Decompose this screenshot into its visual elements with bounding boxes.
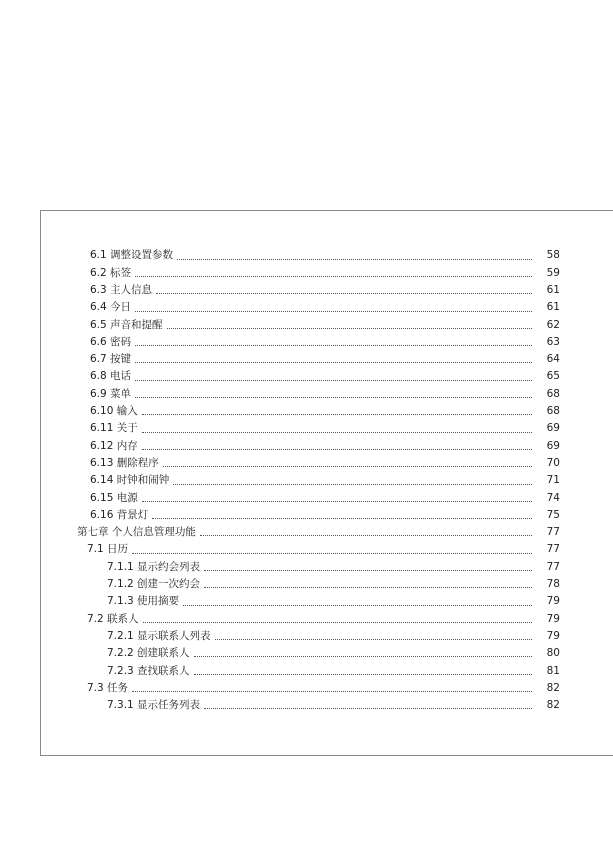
toc-entry-label: 7.1.3 使用摘要 — [107, 596, 183, 607]
toc-leader — [194, 674, 532, 675]
toc-page-number: 77 — [546, 526, 560, 539]
toc-entry-label: 7.1 日历 — [87, 544, 132, 555]
toc-leader — [135, 362, 532, 363]
toc-leader — [177, 259, 532, 260]
toc-subentry[interactable] — [0, 593, 613, 610]
toc-entry-label: 6.4 今日 — [90, 302, 135, 313]
toc-page-number: 65 — [546, 370, 560, 383]
toc-leader — [132, 553, 532, 554]
toc-subentry[interactable] — [0, 558, 613, 575]
toc-subentry[interactable] — [0, 628, 613, 645]
toc-page-number: 68 — [546, 387, 560, 400]
toc-entry-label: 7.3.1 显示任务列表 — [107, 700, 204, 711]
toc-leader — [132, 691, 532, 692]
toc-leader — [167, 328, 532, 329]
toc-entry-label: 7.3 任务 — [87, 683, 132, 694]
toc-leader — [135, 311, 532, 312]
toc-page-number: 82 — [546, 699, 560, 712]
toc-entry-label: 6.7 按键 — [90, 354, 135, 365]
toc-entry[interactable] — [0, 247, 613, 264]
toc-leader — [142, 501, 532, 502]
toc-leader — [204, 708, 532, 709]
toc-entry-label: 6.16 背景灯 — [90, 510, 152, 521]
toc-entry-label: 6.3 主人信息 — [90, 285, 156, 296]
toc-leader — [142, 432, 532, 433]
toc-page-number: 58 — [546, 249, 560, 262]
toc-entry-label: 7.2.3 查找联系人 — [107, 666, 194, 677]
toc-page-number: 80 — [546, 647, 560, 660]
toc-entry-label: 6.9 菜单 — [90, 389, 135, 400]
toc-page-number: 77 — [546, 543, 560, 556]
toc-leader — [142, 414, 532, 415]
toc-entry-label: 6.14 时钟和闹钟 — [90, 475, 173, 486]
toc-subentry[interactable] — [0, 576, 613, 593]
toc-entry[interactable] — [0, 679, 613, 696]
toc-subentry[interactable] — [0, 662, 613, 679]
toc-leader — [183, 605, 532, 606]
toc-page-number: 82 — [546, 681, 560, 694]
toc-page-number: 78 — [546, 578, 560, 591]
toc-entry-label: 第七章 个人信息管理功能 — [77, 527, 200, 538]
toc-entry-label: 7.1.2 创建一次约会 — [107, 579, 204, 590]
toc-entry[interactable] — [0, 333, 613, 350]
toc-page-number: 64 — [546, 353, 560, 366]
toc-entry[interactable] — [0, 368, 613, 385]
toc-entry[interactable] — [0, 351, 613, 368]
toc-subentry[interactable] — [0, 645, 613, 662]
toc-leader — [152, 518, 532, 519]
toc-leader — [143, 622, 532, 623]
toc-leader — [156, 293, 532, 294]
toc-entry-label: 7.1.1 显示约会列表 — [107, 562, 204, 573]
toc-entry[interactable] — [0, 282, 613, 299]
toc-page-number: 59 — [546, 266, 560, 279]
toc-leader — [163, 466, 532, 467]
toc-entry-label: 6.12 内存 — [90, 441, 142, 452]
toc-chapter-entry[interactable] — [0, 524, 613, 541]
toc-leader — [173, 484, 532, 485]
toc-page-number: 68 — [546, 405, 560, 418]
toc-entry[interactable] — [0, 506, 613, 523]
toc-entry[interactable] — [0, 316, 613, 333]
table-of-contents — [0, 247, 613, 714]
toc-page-number: 61 — [546, 283, 560, 296]
toc-entry[interactable] — [0, 437, 613, 454]
toc-leader — [194, 656, 532, 657]
toc-page-number: 79 — [546, 629, 560, 642]
toc-leader — [204, 587, 532, 588]
toc-entry-label: 6.13 删除程序 — [90, 458, 163, 469]
toc-entry[interactable] — [0, 455, 613, 472]
toc-entry-label: 6.1 调整设置参数 — [90, 250, 177, 261]
toc-entry-label: 6.2 标签 — [90, 268, 135, 279]
toc-entry-label: 6.15 电源 — [90, 493, 142, 504]
toc-leader — [204, 570, 532, 571]
toc-page-number: 79 — [546, 595, 560, 608]
toc-entry[interactable] — [0, 489, 613, 506]
toc-page-number: 61 — [546, 301, 560, 314]
toc-page-number: 70 — [546, 456, 560, 469]
toc-page-number: 63 — [546, 335, 560, 348]
toc-page-number: 71 — [546, 474, 560, 487]
toc-entry-label: 7.2 联系人 — [87, 614, 143, 625]
toc-entry[interactable] — [0, 610, 613, 627]
toc-page-number: 79 — [546, 612, 560, 625]
toc-page-number: 77 — [546, 560, 560, 573]
toc-entry[interactable] — [0, 403, 613, 420]
toc-page-number: 62 — [546, 318, 560, 331]
toc-leader — [215, 639, 532, 640]
toc-entry-label: 6.10 输入 — [90, 406, 142, 417]
toc-page-number: 81 — [546, 664, 560, 677]
toc-entry-label: 6.8 电话 — [90, 371, 135, 382]
toc-subentry[interactable] — [0, 697, 613, 714]
toc-page-number: 69 — [546, 422, 560, 435]
toc-leader — [142, 449, 532, 450]
toc-entry[interactable] — [0, 541, 613, 558]
toc-leader — [135, 276, 532, 277]
toc-leader — [135, 380, 532, 381]
toc-entry-label: 6.6 密码 — [90, 337, 135, 348]
toc-entry-label: 7.2.2 创建联系人 — [107, 648, 194, 659]
toc-page-number: 74 — [546, 491, 560, 504]
toc-page-number: 75 — [546, 508, 560, 521]
toc-leader — [135, 345, 532, 346]
toc-leader — [200, 535, 532, 536]
toc-entry-label: 6.5 声音和提醒 — [90, 320, 167, 331]
toc-entry-label: 6.11 关于 — [90, 423, 142, 434]
toc-leader — [135, 397, 532, 398]
toc-entry[interactable] — [0, 472, 613, 489]
toc-entry[interactable] — [0, 299, 613, 316]
toc-entry[interactable] — [0, 420, 613, 437]
toc-entry-label: 7.2.1 显示联系人列表 — [107, 631, 215, 642]
toc-entry[interactable] — [0, 264, 613, 281]
toc-entry[interactable] — [0, 385, 613, 402]
toc-page-number: 69 — [546, 439, 560, 452]
